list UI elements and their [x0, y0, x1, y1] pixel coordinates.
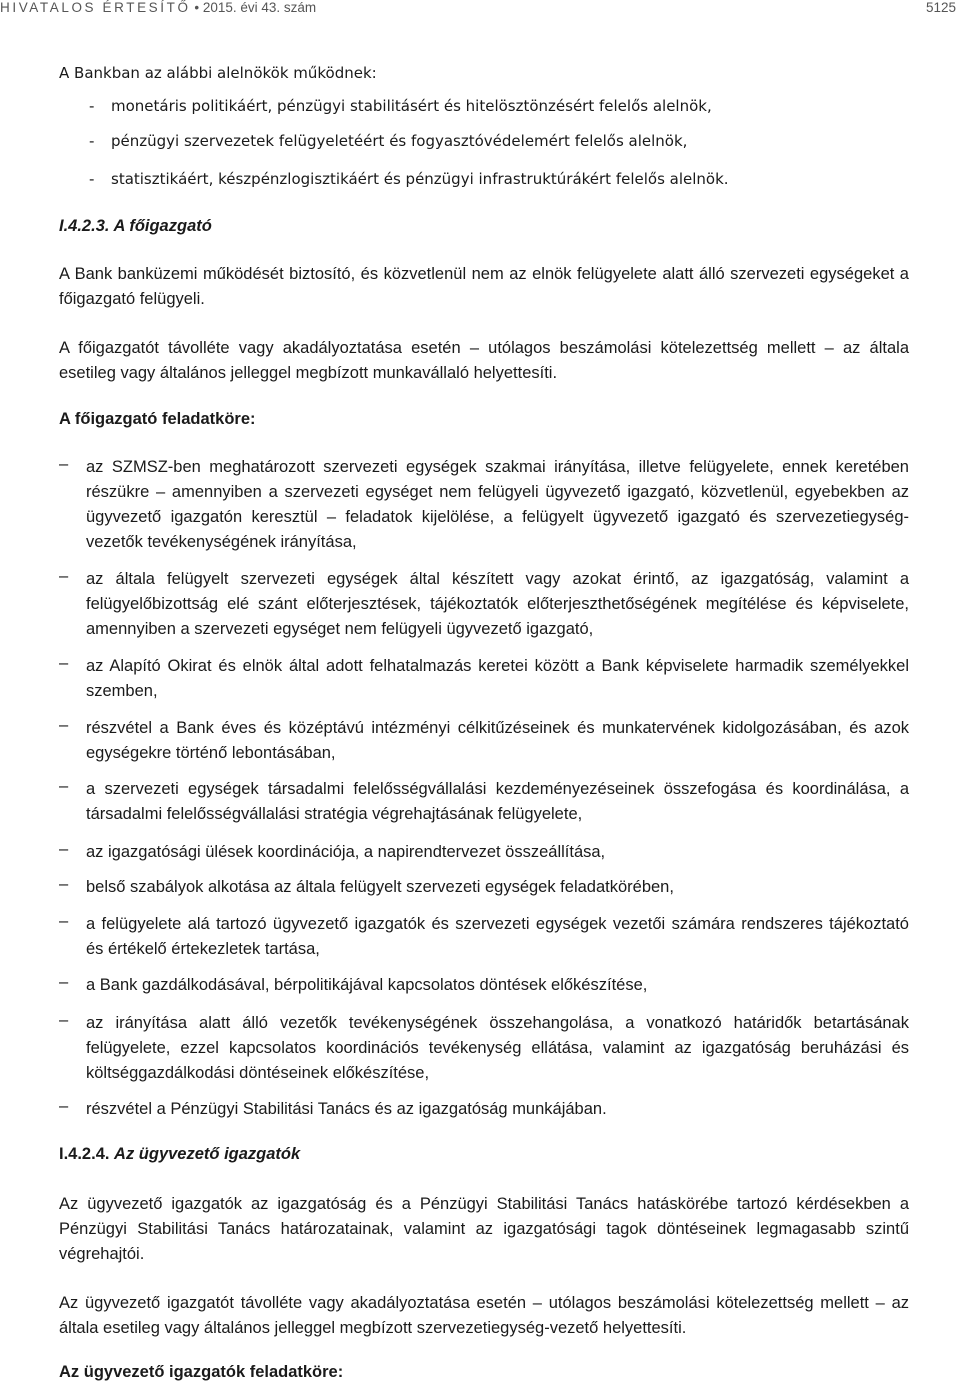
issue-number: • 2015. évi 43. szám	[194, 0, 317, 15]
section-heading	[59, 1145, 300, 1164]
list-dash: –	[59, 654, 69, 672]
list-dash: –	[59, 1097, 69, 1115]
list-dash: –	[59, 455, 69, 473]
list-item-text: pénzügyi szervezetek felügyeletéért és fogyasztóvédelemért felelős alelnök,	[111, 132, 688, 150]
paragraph: A Bank banküzemi működését biztosító, és közvetlenül nem az elnök felügyelete alatt álló szervezeti egységeket a főigazgató felügyeli.	[59, 265, 909, 308]
list-dash: -	[89, 132, 95, 150]
list-dash: –	[59, 567, 69, 585]
list-dash: –	[59, 840, 69, 858]
list-item-text: a felügyelete alá tartozó ügyvezető igazgatók és szervezeti egységek vezetői számára rendszeres tájékoztató és értékelő értekezletek tartása,	[86, 915, 909, 958]
section-heading	[59, 217, 212, 236]
list-dash: -	[89, 97, 95, 115]
publication-title: HIVATALOS ÉRTESÍTŐ	[0, 0, 191, 15]
list-dash: –	[59, 973, 69, 991]
list-item-text: az irányítása alatt álló vezetők tevékenységének összehangolása, a vonatkozó határidők betartásának felügyelete, ezzel kapcsolatos koordinációs tevékenység ellátása, valamint az igazgatóság beruházási és költséggazdálkodási döntéseinek előkészítése,	[86, 1014, 909, 1082]
duties-heading: Az ügyvezető igazgatók feladatköre:	[59, 1363, 344, 1381]
list-dash: –	[59, 777, 69, 795]
list-item-text: részvétel a Pénzügyi Stabilitási Tanács és az igazgatóság munkájában.	[86, 1100, 607, 1118]
running-head	[0, 0, 316, 15]
section-number: I.4.2.3.	[59, 217, 110, 235]
list-item-text: a szervezeti egységek társadalmi felelősségvállalási kezdeményezéseinek összefogása és koordinálása, a társadalmi felelősségvállalási stratégia végrehajtásának felügyelete,	[86, 780, 909, 823]
list-item	[89, 132, 688, 150]
intro-text: A Bankban az alábbi alelnökök működnek:	[59, 64, 377, 82]
list-dash: –	[59, 716, 69, 734]
list-item	[89, 97, 712, 115]
list-item-text: statisztikáért, készpénzlogisztikáért és pénzügyi infrastruktúrákért felelős alelnök.	[111, 170, 729, 188]
list-item-text: monetáris politikáért, pénzügyi stabilitásért és hitelösztönzésért felelős alelnök,	[111, 97, 712, 115]
paragraph: Az ügyvezető igazgatók az igazgatóság és a Pénzügyi Stabilitási Tanács hatáskörébe tartozó kérdésekben a Pénzügyi Stabilitási Tanács határozatainak, valamint az igazgatósági tagok döntéseinek legmagasabb szintű végrehajtói.	[59, 1195, 909, 1263]
list-dash: –	[59, 875, 69, 893]
list-item-text: az Alapító Okirat és elnök által adott felhatalmazás keretei között a Bank képviselete harmadik személyekkel szemben,	[86, 657, 909, 700]
list-item-text: belső szabályok alkotása az általa felügyelt szervezeti egységek feladatkörében,	[86, 878, 674, 896]
section-number: I.4.2.4.	[59, 1145, 110, 1163]
section-title: Az ügyvezető igazgatók	[114, 1145, 301, 1163]
page-number: 5125	[925, 0, 956, 15]
list-item-text: az általa felügyelt szervezeti egységek által készített vagy azokat érintő, az igazgatóság, valamint a felügyelőbizottság elé szánt előterjesztések, tájékoztatók előterjeszthetőségének megítélése és képviselete, amennyiben a szervezeti egységet nem felügyeli ügyvezető igazgató,	[86, 570, 909, 638]
list-dash: –	[59, 912, 69, 930]
page-header	[0, 0, 960, 20]
list-dash: -	[89, 170, 95, 188]
paragraph: A főigazgatót távolléte vagy akadályoztatása esetén – utólagos beszámolási kötelezettség mellett – az általa esetileg vagy általános jelleggel megbízott munkavállaló helyettesíti.	[59, 339, 909, 382]
list-item-text: részvétel a Bank éves és középtávú intézményi célkitűzéseinek és munkatervének kidolgozásában, és azok egységekre történő lebontásában,	[86, 719, 909, 762]
paragraph: Az ügyvezető igazgatót távolléte vagy akadályoztatása esetén – utólagos beszámolási kötelezettség mellett – az általa esetileg vagy általános jelleggel megbízott szervezetiegység-vezető helyettesíti.	[59, 1294, 909, 1337]
list-item-text: az igazgatósági ülések koordinációja, a napirendtervezet összeállítása,	[86, 843, 606, 861]
list-item	[89, 170, 729, 188]
list-item-text: az SZMSZ-ben meghatározott szervezeti egységek szakmai irányítása, illetve felügyelete, ennek keretében részükre – amennyiben a szervezeti egységet nem felügyeli ügyvezető igazgató, közvetlenül, egyebekben az ügyvezető igazgatón keresztül – feladatok kijelölése, a felügyelt ügyvezető igazgató és szervezetiegység-vezetők tevékenységének irányítása,	[86, 458, 909, 551]
list-dash: –	[59, 1011, 69, 1029]
duties-heading: A főigazgató feladatköre:	[59, 410, 256, 428]
section-title: A főigazgató	[113, 217, 212, 235]
list-item-text: a Bank gazdálkodásával, bérpolitikájával kapcsolatos döntések előkészítése,	[86, 976, 648, 994]
